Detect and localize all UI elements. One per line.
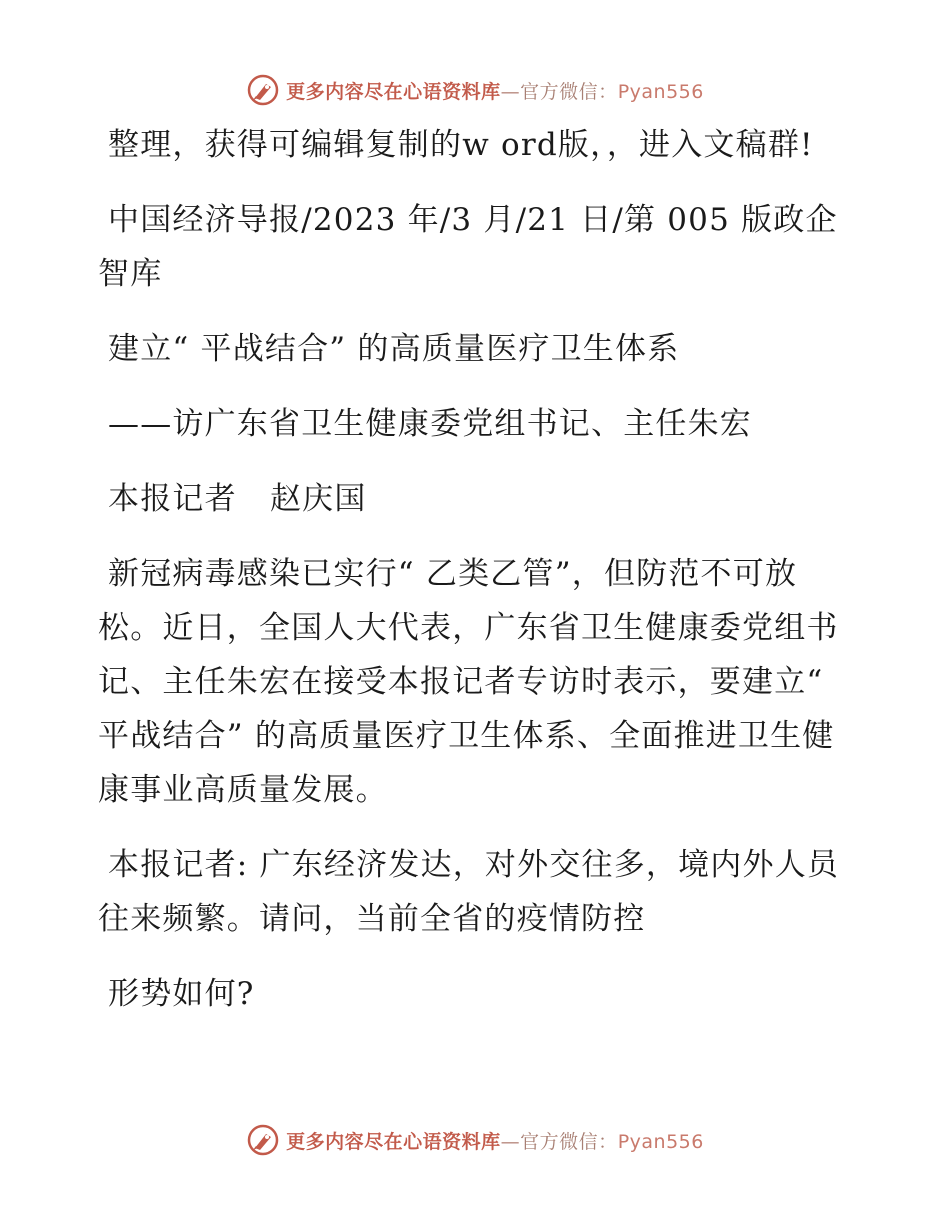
- watermark-main-text: 更多内容尽在心语资料库: [286, 80, 501, 103]
- pen-nib-circle-icon: [246, 73, 280, 107]
- article-byline: 本报记者 赵庆国: [108, 481, 367, 517]
- header-watermark: [0, 70, 950, 110]
- paragraph-source: 中国经济导报/2023 年/3 月/21 日/第 005 版政企智库: [98, 202, 838, 292]
- pen-nib-circle-icon: [246, 1123, 280, 1157]
- document-body: [98, 118, 852, 1042]
- article-title: 建立“ 平战结合” 的高质量医疗卫生体系: [108, 331, 680, 367]
- paragraph-question-end: 形势如何?: [108, 976, 255, 1012]
- article-subtitle: ——访广东省卫生健康委党组书记、主任朱宏: [108, 406, 752, 442]
- watermark-label: 官方微信：: [520, 1130, 618, 1153]
- watermark-separator: —: [500, 1130, 521, 1153]
- watermark-text: [286, 77, 704, 104]
- footer-watermark: [0, 1120, 950, 1160]
- watermark-text: [286, 1127, 704, 1154]
- watermark-wechat-id: Pyan556: [617, 1130, 704, 1153]
- watermark-main-text: 更多内容尽在心语资料库: [286, 1130, 501, 1153]
- paragraph-lead: 新冠病毒感染已实行“ 乙类乙管”，但防范不可放松。近日，全国人大代表，广东省卫生健康委党组书记、主任朱宏在接受本报记者专访时表示，要建立“ 平战结合” 的高质量医疗卫生体系、全面推进卫生健康事业高质量发展。: [98, 556, 839, 808]
- paragraph-notice: 整理，获得可编辑复制的w ord版，，进入文稿群!: [108, 127, 814, 163]
- watermark-separator: —: [500, 80, 521, 103]
- paragraph-question: 本报记者: 广东经济发达，对外交往多，境内外人员往来频繁。请问，当前全省的疫情防控: [98, 847, 840, 937]
- watermark-wechat-id: Pyan556: [617, 80, 704, 103]
- watermark-label: 官方微信：: [520, 80, 618, 103]
